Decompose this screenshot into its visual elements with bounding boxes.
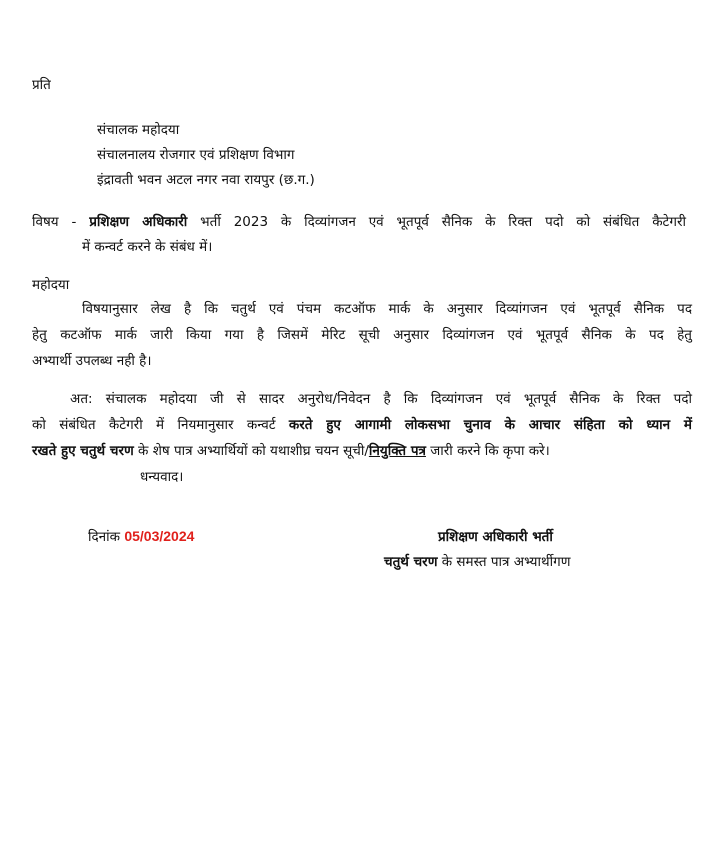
para2-line-3-bold: रखते हुए चतुर्थ चरण [32,443,134,459]
addressee-line-1: संचालक महोदया [97,122,180,138]
addressee-line-3: इंद्रावती भवन अटल नगर नवा रायपुर (छ.ग.) [97,172,315,188]
para2-line-1: अत: संचालक महोदया जी से सादर अनुरोध/निवेदन है कि दिव्यांगजन एवं भूतपूर्व सैनिक के रिक्त पदो [70,391,692,407]
greeting: महोदया [32,277,70,293]
date-value: 05/03/2024 [124,528,195,544]
para2-line-2-bold: करते हुए आगामी लोकसभा चुनाव के आचार संहिता को ध्यान में [288,417,692,433]
para1-line-1: विषयानुसार लेख है कि चतुर्थ एवं पंचम कटऑफ मार्क के अनुसार दिव्यांगजन एवं भूतपूर्व सैनिक पद [82,301,692,317]
signature-phase: चतुर्थ चरण [384,554,438,570]
subject-line-1 [32,212,686,230]
date-label: दिनांक [88,529,121,545]
subject-bold-part: प्रशिक्षण अधिकारी [89,214,188,230]
subject-rest: भर्ती 2023 के दिव्यांगजन एवं भूतपूर्व सैनिक के रिक्त पदो को संबंधित कैटेगरी [200,214,686,230]
para2-line-3 [32,441,550,459]
para1-line-3: अभ्यार्थी उपलब्ध नही है। [32,353,152,369]
para2-line-2-normal: को संबंधित कैटेगरी में नियमानुसार कन्वर्ट [32,417,276,433]
signature-line-1: प्रशिक्षण अधिकारी भर्ती [438,529,553,545]
subject-line-2: में कन्वर्ट करने के संबंध में। [82,239,213,255]
para2-line-3-end: जारी करने कि कृपा करे। [430,443,550,459]
para1-line-2: हेतु कटऑफ मार्क जारी किया गया है जिसमें मेरिट सूची अनुसार दिव्यांगजन एवं भूतपूर्व सैनिक के पद हेतु [32,327,692,343]
subject-label: विषय - [32,214,77,230]
signature-rest: के समस्त पात्र अभ्यार्थीगण [441,554,571,570]
para2-line-3-mid: के शेष पात्र अभ्यार्थियों को यथाशीघ्र चयन सूची/ [138,443,369,459]
thanks: धन्यवाद। [140,469,184,485]
para2-line-2 [32,415,692,433]
salutation-to: प्रति [32,77,51,93]
addressee-line-2: संचालनालय रोजगार एवं प्रशिक्षण विभाग [97,147,295,163]
signature-line-2 [384,552,571,570]
appointment-letter-text: नियुक्ति पत्र [368,443,426,459]
date-row [88,527,194,545]
